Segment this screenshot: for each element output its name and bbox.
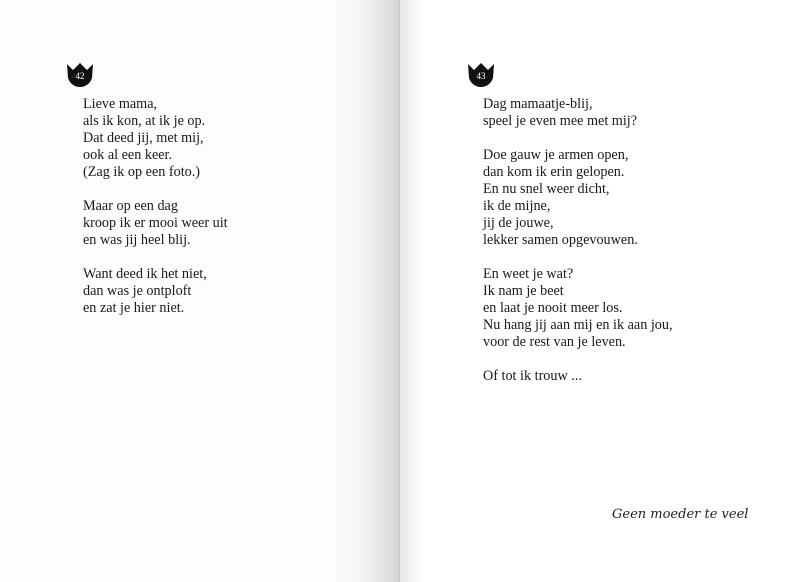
poem-line: en was jij heel blij. — [83, 232, 191, 248]
stanza — [483, 147, 673, 249]
stanza — [83, 96, 228, 181]
poem-line: Dag mamaatje-blij, — [483, 96, 593, 112]
poem-line: En nu snel weer dicht, — [483, 181, 610, 197]
poem-line: Want deed ik het niet, — [83, 266, 207, 282]
poem-line: Ik nam je beet — [483, 283, 564, 299]
poem-line: Of tot ik trouw ... — [483, 368, 582, 384]
poem-line: en zat je hier niet. — [83, 300, 185, 316]
poem-line: dan was je ontploft — [83, 283, 192, 299]
poem-line: kroop ik er mooi weer uit — [83, 215, 228, 231]
stanza — [83, 266, 228, 317]
stanza — [483, 368, 673, 385]
poem-line: en laat je nooit meer los. — [483, 300, 623, 316]
poem-line: jij de jouwe, — [483, 215, 554, 231]
poem-line: voor de rest van je leven. — [483, 334, 626, 350]
stanza — [483, 266, 673, 351]
page-number-badge — [466, 62, 496, 88]
poem-line: Dat deed jij, met mij, — [83, 130, 204, 146]
right-page — [400, 0, 800, 582]
gutter-shadow — [400, 0, 426, 582]
stanza — [483, 96, 673, 130]
poem-line: Nu hang jij aan mij en ik aan jou, — [483, 317, 673, 333]
book-gutter — [399, 0, 400, 582]
page-number: 42 — [75, 71, 85, 81]
poem-line: speel je even mee met mij? — [483, 113, 638, 129]
gutter-shadow — [330, 0, 400, 582]
running-footer-title: Geen moeder te veel — [612, 507, 749, 522]
poem-line: (Zag ik op een foto.) — [83, 164, 201, 180]
page-number: 43 — [476, 71, 486, 81]
poem-line: dan kom ik erin gelopen. — [483, 164, 625, 180]
poem-line: Maar op een dag — [83, 198, 178, 214]
stanza — [83, 198, 228, 249]
poem-line: En weet je wat? — [483, 266, 574, 282]
poem-line: ook al een keer. — [83, 147, 173, 163]
page-number-badge — [65, 62, 95, 88]
poem-text — [483, 96, 673, 385]
poem-line: Doe gauw je armen open, — [483, 147, 629, 163]
poem-line: ik de mijne, — [483, 198, 551, 214]
poem-line: als ik kon, at ik je op. — [83, 113, 206, 129]
poem-text — [83, 96, 228, 317]
poem-line: Lieve mama, — [83, 96, 158, 112]
poem-line: lekker samen opgevouwen. — [483, 232, 638, 248]
